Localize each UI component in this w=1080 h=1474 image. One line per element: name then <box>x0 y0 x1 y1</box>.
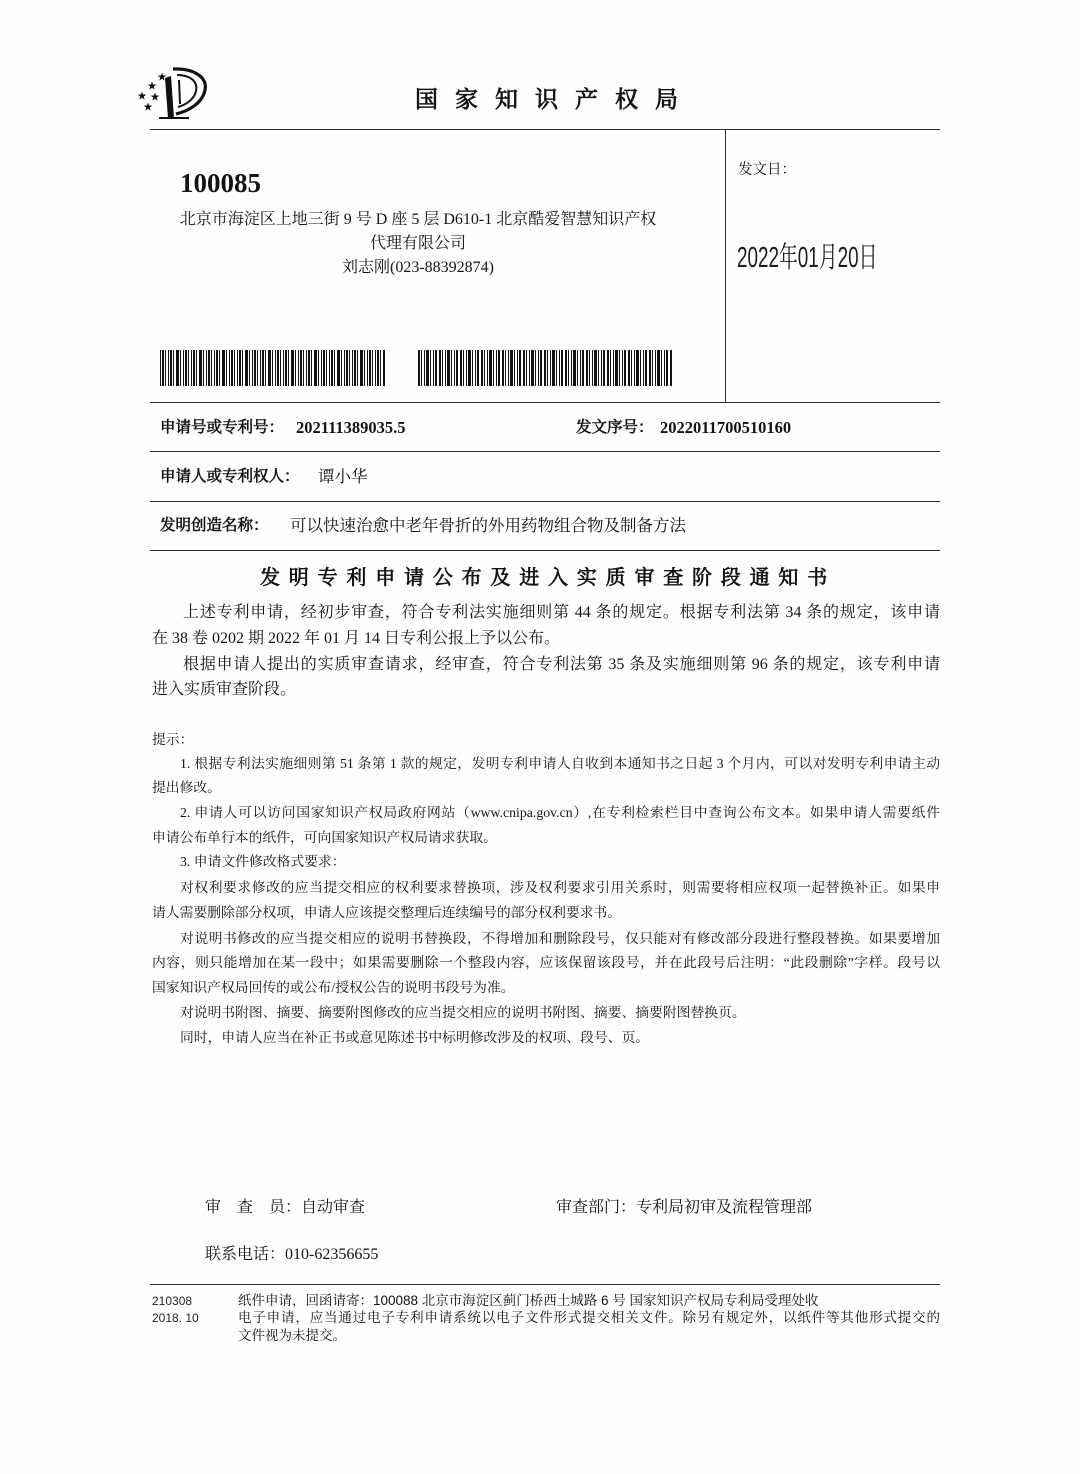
applicant-value: 谭小华 <box>318 467 368 486</box>
rule-row <box>150 501 940 502</box>
rule-vertical <box>725 130 726 403</box>
tip-line: 对说明书附图、摘要、摘要附图修改的应当提交相应的说明书附图、摘要、摘要附图替换页。 <box>180 1005 746 1020</box>
tip-line: 对权利要求修改的应当提交相应的权利要求替换项，涉及权利要求引用关系时，则需要将相应权项一起替换补正。如果申 <box>180 880 940 895</box>
footer-line: 文件视为未提交。 <box>238 1328 346 1343</box>
issue-date-label: 发文日： <box>738 162 796 178</box>
logo-star <box>138 92 147 100</box>
tip-line: 2. 申请人可以访问国家知识产权局政府网站（www.cnipa.gov.cn）,在专利检索栏目中查询公布文本。如果申请人需要纸件 <box>180 805 940 820</box>
tip-line: 申请公布单行本的纸件，可向国家知识产权局请求获取。 <box>152 830 497 845</box>
invention-title-label: 发明创造名称： <box>160 517 269 534</box>
serial-number-value: 2022011700510160 <box>660 418 792 437</box>
address-line: 刘志刚(023-88392874) <box>342 259 494 276</box>
application-number-value: 202111389035.5 <box>296 418 406 437</box>
serial-number-label: 发文序号： <box>576 419 654 436</box>
rule-header-bottom <box>150 402 940 403</box>
contact-phone <box>205 1244 378 1266</box>
barcode <box>160 350 385 386</box>
tip-line: 3. 申请文件修改格式要求： <box>180 854 346 869</box>
form-version: 2018. 10 <box>152 1311 199 1325</box>
footer-line: 纸件申请，回函请寄：100088 北京市海淀区蓟门桥西土城路 6 号 国家知识产权局专利局受理处收 <box>238 1293 819 1308</box>
tip-line: 国家知识产权局回传的或公布/授权公告的说明书段号为准。 <box>152 980 515 995</box>
logo-star <box>148 82 157 90</box>
recipient-postcode: 100085 <box>180 168 261 198</box>
application-number-label: 申请号或专利号： <box>160 419 285 436</box>
department <box>556 1197 812 1219</box>
phone-value: 010-62356655 <box>285 1246 379 1263</box>
rule-row <box>150 451 940 452</box>
department-label: 审查部门： <box>556 1199 637 1216</box>
invention-title-value: 可以快速治愈中老年骨折的外用药物组合物及制备方法 <box>290 516 686 535</box>
examiner <box>205 1197 365 1219</box>
footer-line: 电子申请，应当通过电子专利申请系统以电子文件形式提交相关文件。除另有规定外，以纸件等其他形式提交的 <box>238 1310 940 1325</box>
address-line: 北京市海淀区上地三街 9 号 D 座 5 层 D610-1 北京酷爱智慧知识产权 <box>179 211 657 228</box>
body-line: 在 38 卷 0202 期 2022 年 01 月 14 日专利公报上予以公布。 <box>152 630 561 647</box>
logo-star <box>151 93 160 101</box>
recipient-address <box>120 208 716 280</box>
logo-star <box>158 73 167 81</box>
phone-label: 联系电话： <box>205 1246 286 1263</box>
body-line: 进入实质审查阶段。 <box>152 681 297 698</box>
tip-line: 提出修改。 <box>152 780 221 795</box>
examiner-value: 自动审查 <box>301 1199 366 1216</box>
applicant-label: 申请人或专利权人： <box>160 468 300 485</box>
tips-heading: 提示： <box>152 732 194 747</box>
cnipa-logo <box>133 64 211 122</box>
rule-row <box>150 550 940 551</box>
notice-title: 发明专利申请公布及进入实质审查阶段通知书 <box>260 567 836 589</box>
address-line: 代理有限公司 <box>369 235 466 252</box>
examiner-label: 审 查 员： <box>205 1199 302 1216</box>
tip-line: 1. 根据专利法实施细则第 51 条第 1 款的规定，发明专利申请人自收到本通知书之日起 3 个月内，可以对发明专利申请主动 <box>180 756 940 771</box>
body-line: 上述专利申请，经初步审查，符合专利法实施细则第 44 条的规定。根据专利法第 34 条的规定，该申请 <box>183 604 940 621</box>
tip-line: 同时，申请人应当在补正书或意见陈述书中标明修改涉及的权项、段号、页。 <box>180 1030 650 1045</box>
tip-line: 请人需要删除部分权项，申请人应该提交整理后连续编号的部分权利要求书。 <box>152 905 622 920</box>
rule-footer <box>150 1284 940 1285</box>
rule-top <box>150 129 940 130</box>
logo-star <box>144 103 153 111</box>
body-line: 根据申请人提出的实质审查请求，经审查，符合专利法第 35 条及实施细则第 96 条的规定，该专利申请 <box>183 656 940 673</box>
logo-mark <box>179 80 180 104</box>
logo-mark <box>165 76 174 118</box>
issue-date-value: 2022年01月20日 <box>737 242 878 274</box>
tip-line: 内容，则只能增加在某一段中；如果需要删除一个整段内容，应该保留该段号，并在此段号后注明：“此段删除”字样。段号以 <box>152 955 940 970</box>
form-code: 210308 <box>152 1294 193 1308</box>
tip-line: 对说明书修改的应当提交相应的说明书替换段，不得增加和删除段号，仅只能对有修改部分段进行整段替换。如果要增加 <box>180 931 940 946</box>
agency-name: 国家知识产权局 <box>415 87 695 112</box>
barcode <box>418 350 673 386</box>
department-value: 专利局初审及流程管理部 <box>636 1199 813 1216</box>
